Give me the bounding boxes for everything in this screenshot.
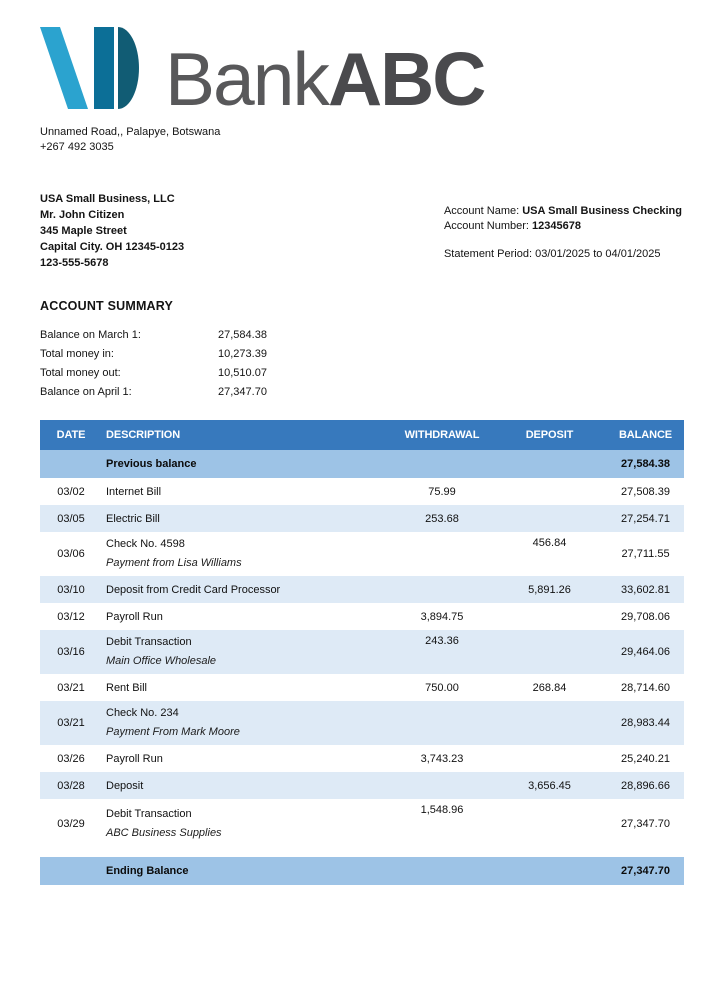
cell-withdrawal: 3,894.75 [420,610,464,623]
customer-name: Mr. John Citizen [40,209,125,221]
cell-description [102,780,392,792]
summary-value: 10,510.07 [218,366,267,379]
cell-deposit [492,799,607,804]
cell-date: 03/28 [57,779,85,792]
cell-date: 03/02 [57,485,85,498]
table-header-row [40,420,684,450]
cell-description [102,805,392,843]
description-line1: Electric Bill [106,512,160,525]
table-row [40,505,684,532]
transactions-table [40,420,684,885]
cell-date: 03/10 [57,583,85,596]
cell-description [102,633,392,671]
customer-address-block [40,191,184,271]
description-line1: Rent Bill [106,681,147,694]
cell-date: 03/06 [57,548,85,560]
header-description: DESCRIPTION [106,429,181,441]
account-info-block [444,204,682,271]
ending-balance-row [40,857,684,885]
cell-deposit: 456.84 [532,537,567,549]
cell-date: 03/21 [57,681,85,694]
description-line1: Payroll Run [106,610,163,623]
cell-balance: 29,464.06 [621,646,670,658]
cell-date: 03/05 [57,512,85,525]
table-row [40,772,684,799]
customer-city: Capital City. OH 12345-0123 [40,241,185,253]
cell-balance: 25,240.21 [621,752,670,765]
bank-address-line1: Unnamed Road,, Palapye, Botswana [40,126,221,138]
description-line1: Internet Bill [106,485,162,498]
summary-label: Balance on April 1: [40,385,132,398]
summary-value: 10,273.39 [218,347,267,360]
cell-deposit: 5,891.26 [528,583,571,596]
table-row [40,745,684,772]
cell-withdrawal: 75.99 [428,485,456,498]
cell-balance: 27,347.70 [621,818,670,830]
summary-row [40,382,682,401]
cell-deposit: 268.84 [532,681,567,694]
cell-balance: 28,714.60 [621,681,670,694]
cell-withdrawal: 1,548.96 [420,804,464,816]
cell-balance: 27,711.55 [621,548,670,560]
cell-deposit [492,630,607,635]
statement-period-value: 03/01/2025 to 04/01/2025 [535,248,661,260]
account-number-value: 12345678 [532,220,581,232]
cell-withdrawal: 253.68 [425,512,459,525]
header-date: DATE [56,429,86,441]
cell-balance: 33,602.81 [621,583,670,596]
description-line1: Check No. 4598 [106,538,185,550]
cell-withdrawal [392,532,492,537]
description-line2: Payment From Mark Moore [106,726,240,738]
table-row [40,799,684,849]
bank-logo-text [165,37,485,121]
cell-description [102,584,392,596]
table-row [40,478,684,505]
bank-phone: +267 492 3035 [40,141,114,153]
summary-value: 27,584.38 [218,328,267,341]
cell-date: 03/21 [57,717,85,729]
cell-description [102,486,392,498]
cell-date: 03/29 [57,818,85,830]
cell-balance: 27,254.71 [621,512,670,525]
cell-description [102,704,392,742]
header-balance: BALANCE [618,429,673,441]
customer-phone: 123-555-5678 [40,257,109,269]
account-name-label: Account Name: [443,205,523,217]
header-withdrawal: WITHDRAWAL [404,429,480,441]
description-line1: Check No. 234 [106,707,179,719]
table-row [40,701,684,745]
summary-label: Total money in: [40,347,114,360]
customer-street: 345 Maple Street [40,225,127,237]
page-content [0,27,720,885]
description-line1: Deposit [106,779,144,792]
account-number-label: Account Number: [443,220,533,232]
bank-logo [40,27,682,121]
description-line2: Payment from Lisa Williams [106,557,242,569]
cell-date: 03/12 [57,610,85,623]
description-line1: Debit Transaction [106,636,192,648]
account-number-line [444,219,682,234]
table-row [40,603,684,630]
cell-balance: 27,508.39 [621,485,670,498]
bank-name-bold: ABC [327,37,485,121]
bank-name-light: Bank [165,37,328,121]
summary-label: Total money out: [40,366,121,379]
cell-description [102,535,392,573]
bank-address [40,125,682,155]
cell-balance: 27,584.38 [621,458,670,470]
summary-label: Balance on March 1: [40,328,141,341]
account-name-value: USA Small Business Checking [522,205,682,217]
account-name-line [444,204,682,219]
cell-withdrawal [392,701,492,706]
bank-logo-mark-icon [40,27,139,109]
cell-balance: 28,896.66 [621,779,670,792]
account-summary-title: ACCOUNT SUMMARY [40,299,174,313]
cell-deposit: 3,656.45 [528,779,571,792]
account-summary [40,325,682,401]
statement-period-label: Statement Period: [443,248,536,260]
cell-date: 03/16 [57,646,85,658]
cell-description [102,753,392,765]
description-line1: Debit Transaction [106,808,192,820]
cell-withdrawal: 3,743.23 [420,752,464,765]
table-row [40,630,684,674]
statement-info-row [40,191,682,271]
description-line1: Payroll Run [106,752,163,765]
table-row [40,674,684,701]
cell-balance: 28,983.44 [621,717,670,729]
table-row [40,532,684,576]
cell-description [102,611,392,623]
cell-withdrawal: 243.36 [425,635,459,647]
cell-description: Ending Balance [106,865,189,877]
table-row [40,576,684,603]
description-line1: Deposit from Credit Card Processor [106,583,281,596]
cell-deposit [492,701,607,706]
cell-description: Previous balance [106,458,197,470]
summary-row [40,363,682,382]
table-gap [40,849,684,857]
cell-balance: 29,708.06 [621,610,670,623]
cell-balance: 27,347.70 [621,865,670,877]
summary-value: 27,347.70 [218,385,267,398]
summary-row [40,325,682,344]
cell-description [102,513,392,525]
header-deposit: DEPOSIT [525,429,574,441]
cell-description [102,682,392,694]
customer-company: USA Small Business, LLC [40,193,175,205]
previous-balance-row [40,450,684,478]
cell-withdrawal: 750.00 [425,681,459,694]
summary-row [40,344,682,363]
statement-period-line [444,247,682,262]
description-line2: Main Office Wholesale [106,655,217,667]
cell-date: 03/26 [57,752,85,765]
description-line2: ABC Business Supplies [106,827,222,839]
